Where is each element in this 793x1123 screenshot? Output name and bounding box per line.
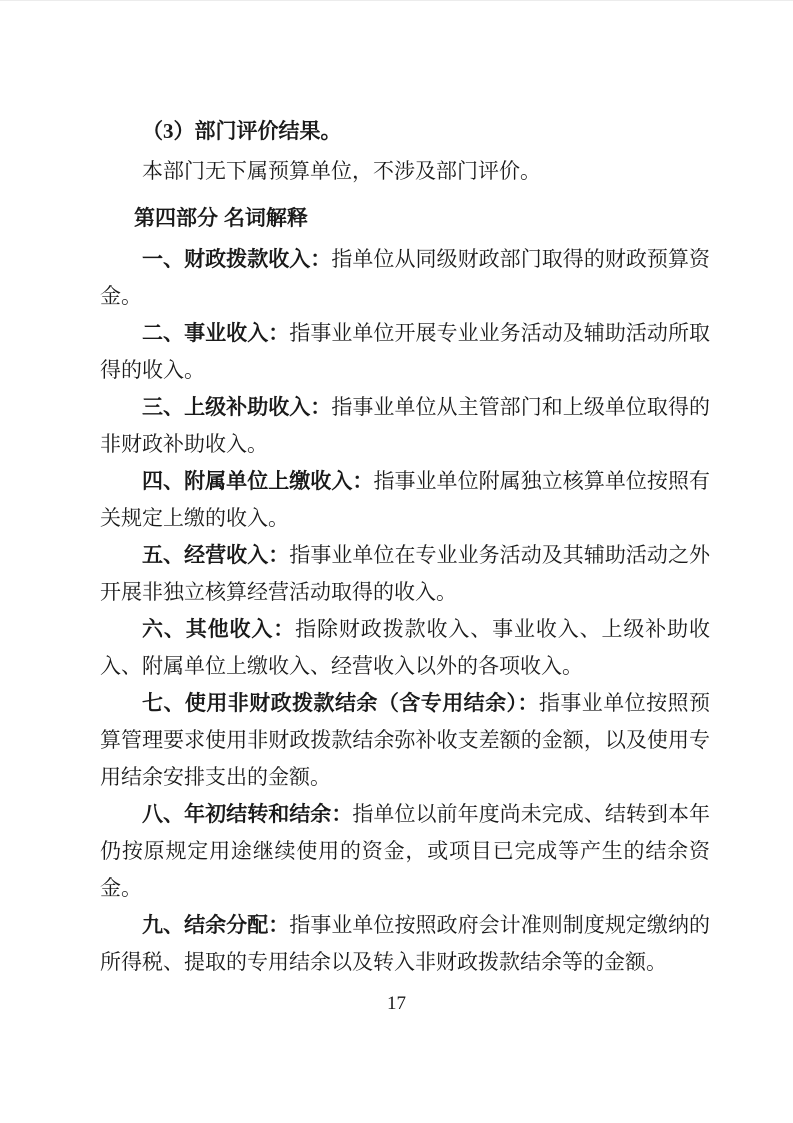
document-body [100,113,710,981]
term-paragraph-1 [100,241,710,315]
term-paragraph-4 [100,463,710,537]
term-name-6: 六、其他收入： [142,617,296,641]
term-paragraph-7 [100,685,710,796]
term-paragraph-8 [100,796,710,907]
term-paragraph-2 [100,315,710,389]
term-definition-5: 指事业单位在专业业务活动及其辅助活动之外开展非独立核算经营活动取得的收入。 [100,543,711,604]
term-paragraph-9 [100,907,710,981]
term-definition-1: 指单位从同级财政部门取得的财政预算资金。 [100,247,711,308]
term-name-1: 一、财政拨款收入： [142,247,332,271]
term-name-9: 九、结余分配： [142,913,290,937]
term-definition-8: 指单位以前年度尚未完成、结转到本年仍按原规定用途继续使用的资金，或项目已完成等产生的结余资金。 [100,802,711,900]
term-name-5: 五、经营收入： [142,543,290,567]
term-definition-7: 指事业单位按照预算管理要求使用非财政拨款结余弥补收支差额的金额，以及使用专用结余安排支出的金额。 [100,691,711,789]
dept-evaluation-result-heading: （3）部门评价结果。 [142,119,342,143]
term-name-2: 二、事业收入： [142,321,290,345]
term-paragraph-5 [100,537,710,611]
term-definition-2: 指事业单位开展专业业务活动及辅助活动所取得的收入。 [100,321,711,382]
term-name-7: 七、使用非财政拨款结余（含专用结余）： [142,691,539,715]
term-definition-4: 指事业单位附属独立核算单位按照有关规定上缴的收入。 [100,469,711,530]
term-name-8: 八、年初结转和结余： [142,802,353,826]
term-definition-6: 指除财政拨款收入、事业收入、上级补助收入、附属单位上缴收入、经营收入以外的各项收入。 [100,617,711,678]
term-name-4: 四、附属单位上缴收入： [142,469,374,493]
dept-evaluation-result-text: 本部门无下属预算单位，不涉及部门评价。 [142,159,541,183]
term-definition-3: 指事业单位从主管部门和上级单位取得的非财政补助收入。 [100,395,711,456]
term-name-3: 三、上级补助收入： [142,395,332,419]
term-paragraph-3 [100,389,710,463]
part4-glossary-heading: 第四部分 名词解释 [134,207,308,230]
term-paragraph-6 [100,611,710,685]
term-definition-9: 指事业单位按照政府会计准则制度规定缴纳的所得税、提取的专用结余以及转入非财政拨款结余等的金额。 [100,913,711,974]
page-number: 17 [387,993,406,1014]
